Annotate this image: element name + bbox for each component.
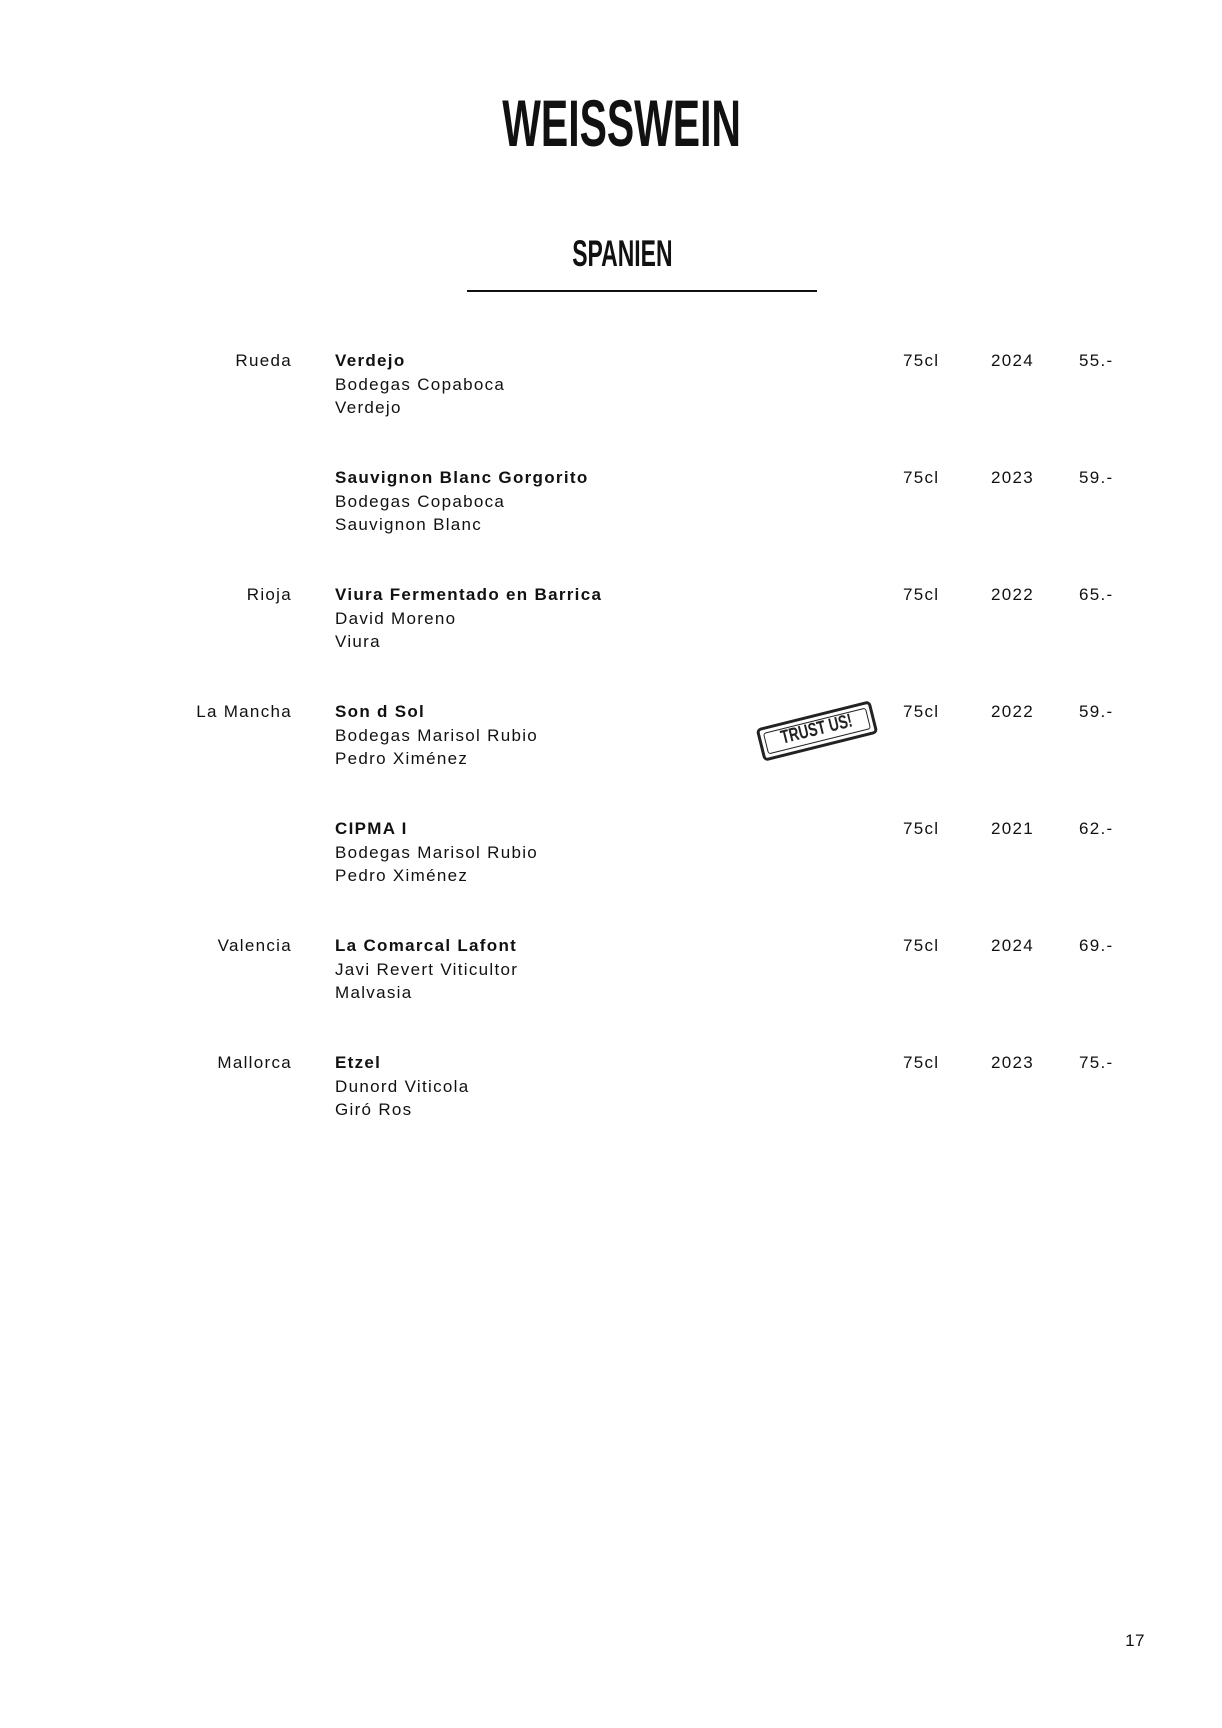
wine-price: 62.- [1079, 819, 1114, 838]
wine-producer: Bodegas Marisol Rubio [335, 842, 539, 862]
wine-price: 59.- [1079, 702, 1114, 721]
wine-size: 75cl [903, 585, 940, 604]
wine-name: Son d Sol [335, 702, 426, 721]
wine-name: CIPMA I [335, 819, 408, 838]
wine-region: Rioja [246, 585, 292, 604]
wine-grape: Giró Ros [335, 1100, 413, 1119]
wine-region: Valencia [217, 936, 292, 955]
wine-region: Rueda [235, 351, 292, 370]
wine-row [0, 349, 1222, 466]
wine-size: 75cl [903, 819, 940, 838]
wine-size: 75cl [903, 702, 940, 721]
trust-us-stamp [756, 700, 879, 762]
wine-grape: Verdejo [335, 398, 402, 417]
wine-producer: Bodegas Copaboca [335, 374, 506, 394]
wine-vintage: 2022 [991, 702, 1035, 721]
wine-vintage: 2023 [991, 1053, 1035, 1072]
wine-grape: Pedro Ximénez [335, 866, 469, 885]
wine-region: La Mancha [196, 702, 292, 721]
wine-grape: Viura [335, 632, 381, 651]
wine-details [335, 1051, 755, 1122]
wine-row [0, 817, 1222, 934]
wine-details [335, 466, 755, 537]
wine-price: 75.- [1079, 1053, 1114, 1072]
wine-details [335, 583, 755, 654]
wine-size: 75cl [903, 1053, 940, 1072]
wine-price: 55.- [1079, 351, 1114, 370]
wine-region: Mallorca [217, 1053, 292, 1072]
wine-name: Viura Fermentado en Barrica [335, 585, 603, 604]
wine-grape: Sauvignon Blanc [335, 515, 483, 534]
section-divider [467, 290, 817, 292]
wine-producer: David Moreno [335, 608, 457, 628]
wine-grape: Malvasia [335, 983, 413, 1002]
wine-row [0, 934, 1222, 1051]
wine-vintage: 2021 [991, 819, 1035, 838]
wine-size: 75cl [903, 351, 940, 370]
wine-producer: Javi Revert Viticultor [335, 959, 519, 979]
wine-row [0, 1051, 1222, 1168]
wine-details [335, 934, 755, 1005]
page-title: WEISSWEIN [502, 86, 741, 160]
wine-grape: Pedro Ximénez [335, 749, 469, 768]
wine-size: 75cl [903, 468, 940, 487]
page-number: 17 [1125, 1631, 1145, 1650]
wine-producer: Bodegas Copaboca [335, 491, 506, 511]
wine-name: La Comarcal Lafont [335, 936, 518, 955]
wine-price: 59.- [1079, 468, 1114, 487]
wine-vintage: 2024 [991, 936, 1035, 955]
wine-list [0, 349, 1222, 1168]
wine-details [335, 817, 755, 888]
wine-row [0, 700, 1222, 817]
wine-vintage: 2023 [991, 468, 1035, 487]
wine-vintage: 2024 [991, 351, 1035, 370]
wine-vintage: 2022 [991, 585, 1035, 604]
wine-price: 65.- [1079, 585, 1114, 604]
wine-details [335, 349, 755, 420]
wine-details [335, 700, 755, 771]
wine-row [0, 583, 1222, 700]
wine-producer: Dunord Viticola [335, 1076, 470, 1096]
stamp-text: TRUST US! [778, 710, 855, 749]
wine-name: Etzel [335, 1053, 382, 1072]
wine-row [0, 466, 1222, 583]
section-title: SPANIEN [572, 233, 673, 274]
wine-name: Sauvignon Blanc Gorgorito [335, 468, 589, 487]
wine-size: 75cl [903, 936, 940, 955]
wine-producer: Bodegas Marisol Rubio [335, 725, 539, 745]
wine-price: 69.- [1079, 936, 1114, 955]
wine-name: Verdejo [335, 351, 406, 370]
